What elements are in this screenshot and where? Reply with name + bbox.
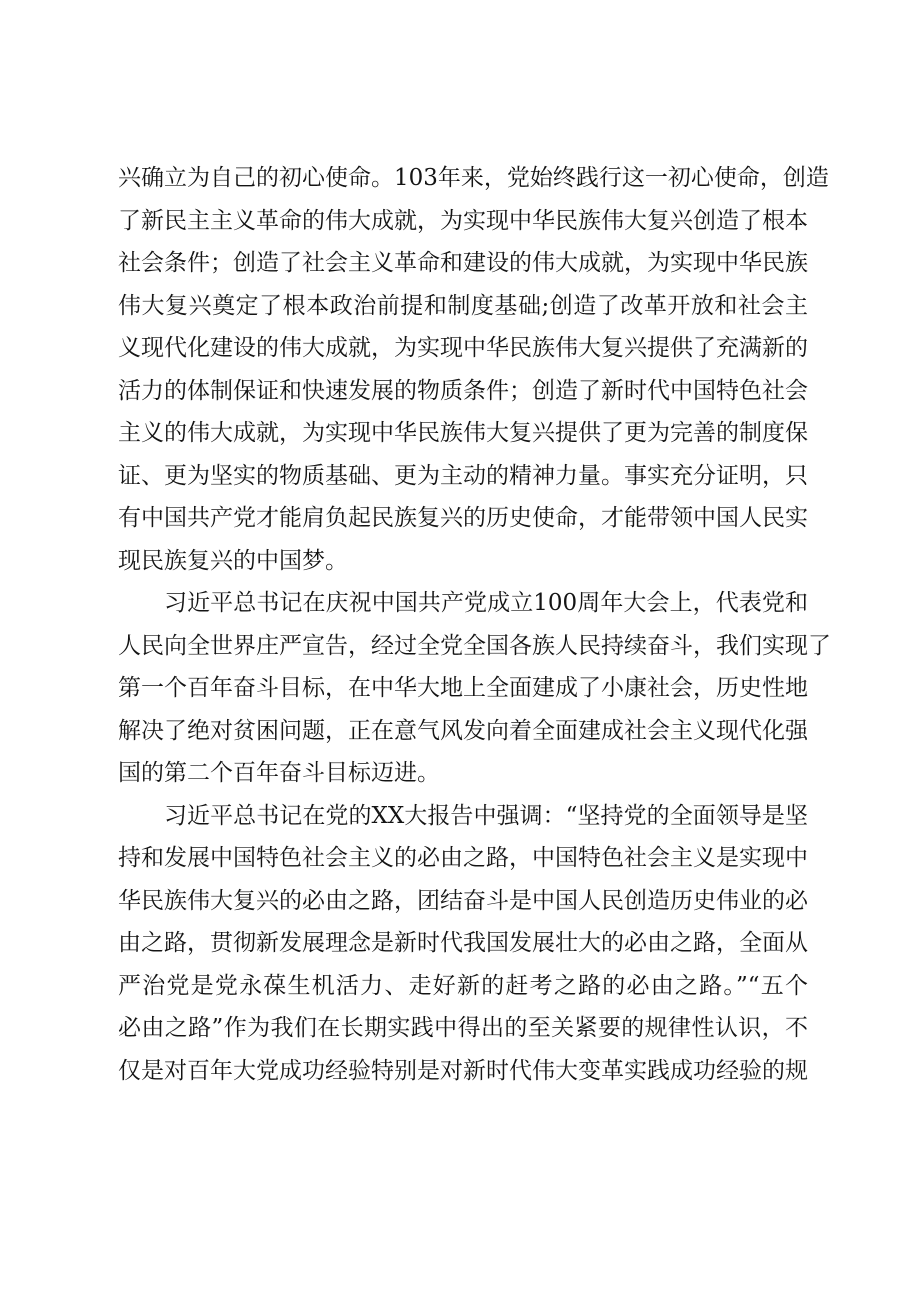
paragraph-1 xyxy=(118,157,829,582)
text-line: 严治党是党永葆生机活力、走好新的赶考之路的必由之路。”“五个 xyxy=(118,972,808,999)
text-line: 义现代化建设的伟大成就，为实现中华民族伟大复兴提供了充满新的 xyxy=(118,335,808,361)
text-line: 习近平总书记在庆祝中国共产党成立100周年大会上，代表党和 xyxy=(164,590,808,616)
text-line: 解决了绝对贫困问题，正在意气风发向着全面建成社会主义现代化强 xyxy=(118,717,808,744)
text-line: 华民族伟大复兴的必由之路，团结奋斗是中国人民创造历史伟业的必 xyxy=(118,887,808,914)
text-line: 必由之路”作为我们在长期实践中得出的至关紧要的规律性认识，不 xyxy=(118,1015,808,1041)
paragraph-2 xyxy=(118,582,831,795)
document-body xyxy=(118,157,831,1092)
text-line: 国的第二个百年奋斗目标迈进。 xyxy=(118,760,440,786)
text-line: 主义的伟大成就，为实现中华民族伟大复兴提供了更为完善的制度保 xyxy=(118,420,808,446)
text-line: 习近平总书记在党的XX大报告中强调：“坚持党的全面领导是坚 xyxy=(164,802,808,829)
text-line: 由之路，贯彻新发展理念是新时代我国发展壮大的必由之路，全面从 xyxy=(118,930,808,956)
text-line: 兴确立为自己的初心使命。103年来，党始终践行这一初心使命，创造 xyxy=(118,165,829,191)
text-line: 第一个百年奋斗目标，在中华大地上全面建成了小康社会，历史性地 xyxy=(118,675,808,701)
text-line: 持和发展中国特色社会主义的必由之路，中国特色社会主义是实现中 xyxy=(118,845,808,871)
text-line: 活力的体制保证和快速发展的物质条件；创造了新时代中国特色社会 xyxy=(118,377,808,404)
text-line: 社会条件；创造了社会主义革命和建设的伟大成就，为实现中华民族 xyxy=(118,250,808,276)
text-line: 仅是对百年大党成功经验特别是对新时代伟大变革实践成功经验的规 xyxy=(118,1057,808,1084)
text-line: 人民向全世界庄严宣告，经过全党全国各族人民持续奋斗，我们实现了 xyxy=(118,632,831,659)
text-line: 有中国共产党才能肩负起民族复兴的历史使命，才能带领中国人民实 xyxy=(118,505,808,531)
text-line: 现民族复兴的中国梦。 xyxy=(118,547,348,574)
text-line: 证、更为坚实的物质基础、更为主动的精神力量。事实充分证明，只 xyxy=(118,462,808,489)
text-line: 了新民主主义革命的伟大成就，为实现中华民族伟大复兴创造了根本 xyxy=(118,207,808,234)
text-line: 伟大复兴奠定了根本政治前提和制度基础;创造了改革开放和社会主 xyxy=(118,292,808,319)
paragraph-3 xyxy=(118,795,808,1093)
